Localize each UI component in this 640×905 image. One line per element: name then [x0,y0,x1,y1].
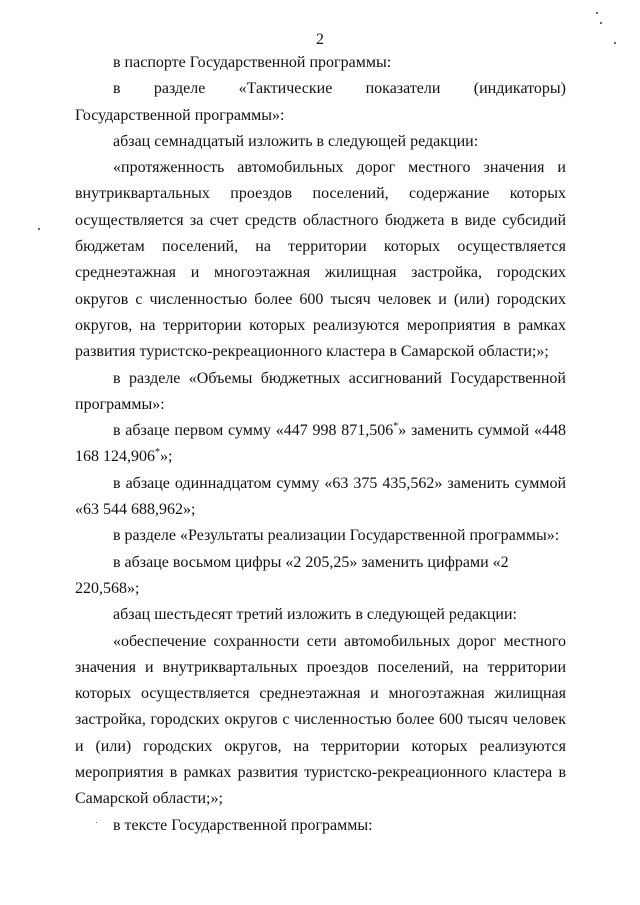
paragraph-abzac-eighth-figures: в абзаце восьмом цифры «2 205,25» заменить цифрами «2 220,568»; [75,553,509,597]
footnote-mark: * [155,447,160,459]
paragraph-abzac-eleventh-sum: в абзаце одиннадцатом сумму «63 375 435,562» заменить суммой «63 544 688,962»; [75,474,566,519]
paragraph-abzac-63: абзац шестьдесят третий изложить в следующей редакции: [113,606,517,624]
paragraph-road-preservation-quote: «обеспечение сохранности сети автомобильных дорог местного значения и внутриквартальных проездов поселений, на территории которых осуществляется среднеэтажная и многоэтажная жилищная застройка, городских округов с численностью более 600 тысяч человек и (или) городских округов, на территории которых реализуются мероприятия в рамках развития туристско-рекреационного кластера в Самарской области;»; [75,632,566,808]
scan-speck [614,42,616,44]
document-body [75,50,566,839]
paragraph-abzac-17: абзац семнадцатый изложить в следующей редакции: [113,132,479,150]
paragraph-results-section: в разделе «Результаты реализации Государственной программы»: [113,527,560,545]
paragraph-tactical-indicators-section: в разделе «Тактические показатели (индикаторы) Государственной программы»: [75,80,566,124]
sum-text-middle: » заменить суммой «448 168 124,906 [75,422,566,466]
paragraph-budget-section: в разделе «Объемы бюджетных ассигнований Государственной программы»: [75,369,566,413]
page-number: 2 [316,31,324,48]
footnote-mark: * [393,421,399,433]
paragraph-passport-intro: в паспорте Государственной программы: [113,54,392,71]
scan-speck [596,12,598,14]
sum-text-end: »; [160,448,173,466]
sum-text-before: в абзаце первом сумму «447 998 871,506 [113,422,394,440]
scan-speck [38,228,40,230]
paragraph-program-text: в тексте Государственной программы: [113,816,373,834]
scan-speck [96,822,97,823]
paragraph-road-length-quote: «протяженность автомобильных дорог местного значения и внутриквартальных проездов поселений, содержание которых осуществляется за счет средств областного бюджета в виде субсидий бюджетам поселений, на территории которых осуществляется среднеэтажная и многоэтажная жилищная застройка, городских округов с численностью более 600 тысяч человек и (или) городских округов, на территории которых реализуются мероприятия в рамках развития туристско-рекреационного кластера в Самарской области;»; [75,159,566,361]
paragraph-abzac-first-sum [75,418,566,471]
scan-speck [600,22,602,24]
